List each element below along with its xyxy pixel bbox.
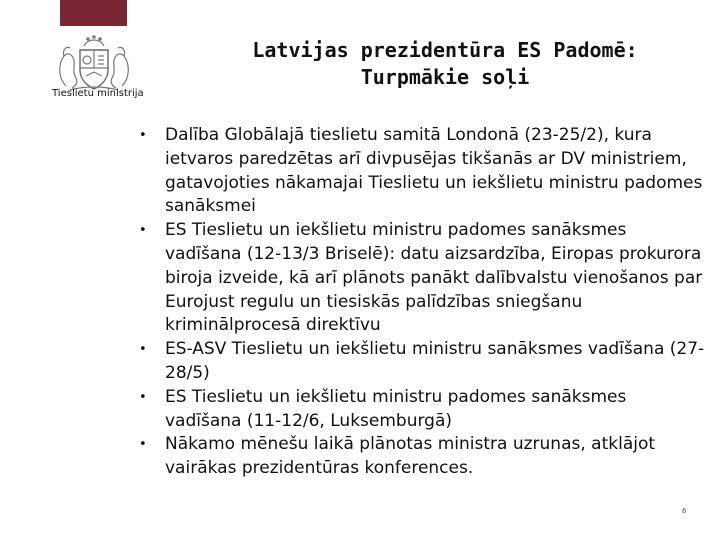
bullet-dot: • <box>139 389 147 405</box>
bullet-dot: • <box>139 128 147 143</box>
bullet-item <box>130 124 705 219</box>
page-number: 6 <box>682 507 687 515</box>
slide-title-line-2: Turpmākie soļi <box>360 65 530 89</box>
bullet-item <box>130 433 705 481</box>
bullet-item <box>130 338 705 386</box>
bullet-dot: • <box>139 437 147 453</box>
brand-color-bar <box>60 0 127 26</box>
bullet-dot: • <box>139 342 147 358</box>
slide-title-line-1: Latvijas prezidentūra ES Padomē: <box>252 38 638 62</box>
coat-of-arms-icon <box>44 34 144 92</box>
slide-title <box>190 37 700 91</box>
bullet-text: Nākamo mēnešu laikā plānotas ministra uzrunas, atklājot vairākas prezidentūras konferences. <box>165 434 656 479</box>
ministry-label: Tieslietu ministrija <box>52 88 144 99</box>
bullet-text: ES Tieslietu un iekšlietu ministru padomes sanāksmes vadīšana (11-12/6, Luksemburgā) <box>165 386 627 431</box>
bullet-item <box>130 386 705 434</box>
bullet-text: ES-ASV Tieslietu un iekšlietu ministru sanāksmes vadīšana (27-28/5) <box>165 339 705 383</box>
bullet-item <box>130 219 705 338</box>
bullet-dot: • <box>139 223 147 239</box>
bullet-list <box>130 124 705 481</box>
bullet-text: ES Tieslietu un iekšlietu ministru padomes sanāksmes vadīšana (12-13/3 Briselē): datu aizsardzība, Eiropas prokurora biroja izveide, kā arī plānots panākt dalībvalstu vienošanos par Eurojust regulu un tiesiskās palīdzības sniegšanu kriminālprocesā direktīvu <box>165 220 703 336</box>
bullet-text: Dalība Globālajā tieslietu samitā Londonā (23-25/2), kura ietvaros paredzētas arī divpusējas tikšanās ar DV ministriem, gatavojoties nākamajai Tieslietu un iekšlietu ministru padomes sanāksmei <box>165 125 703 217</box>
